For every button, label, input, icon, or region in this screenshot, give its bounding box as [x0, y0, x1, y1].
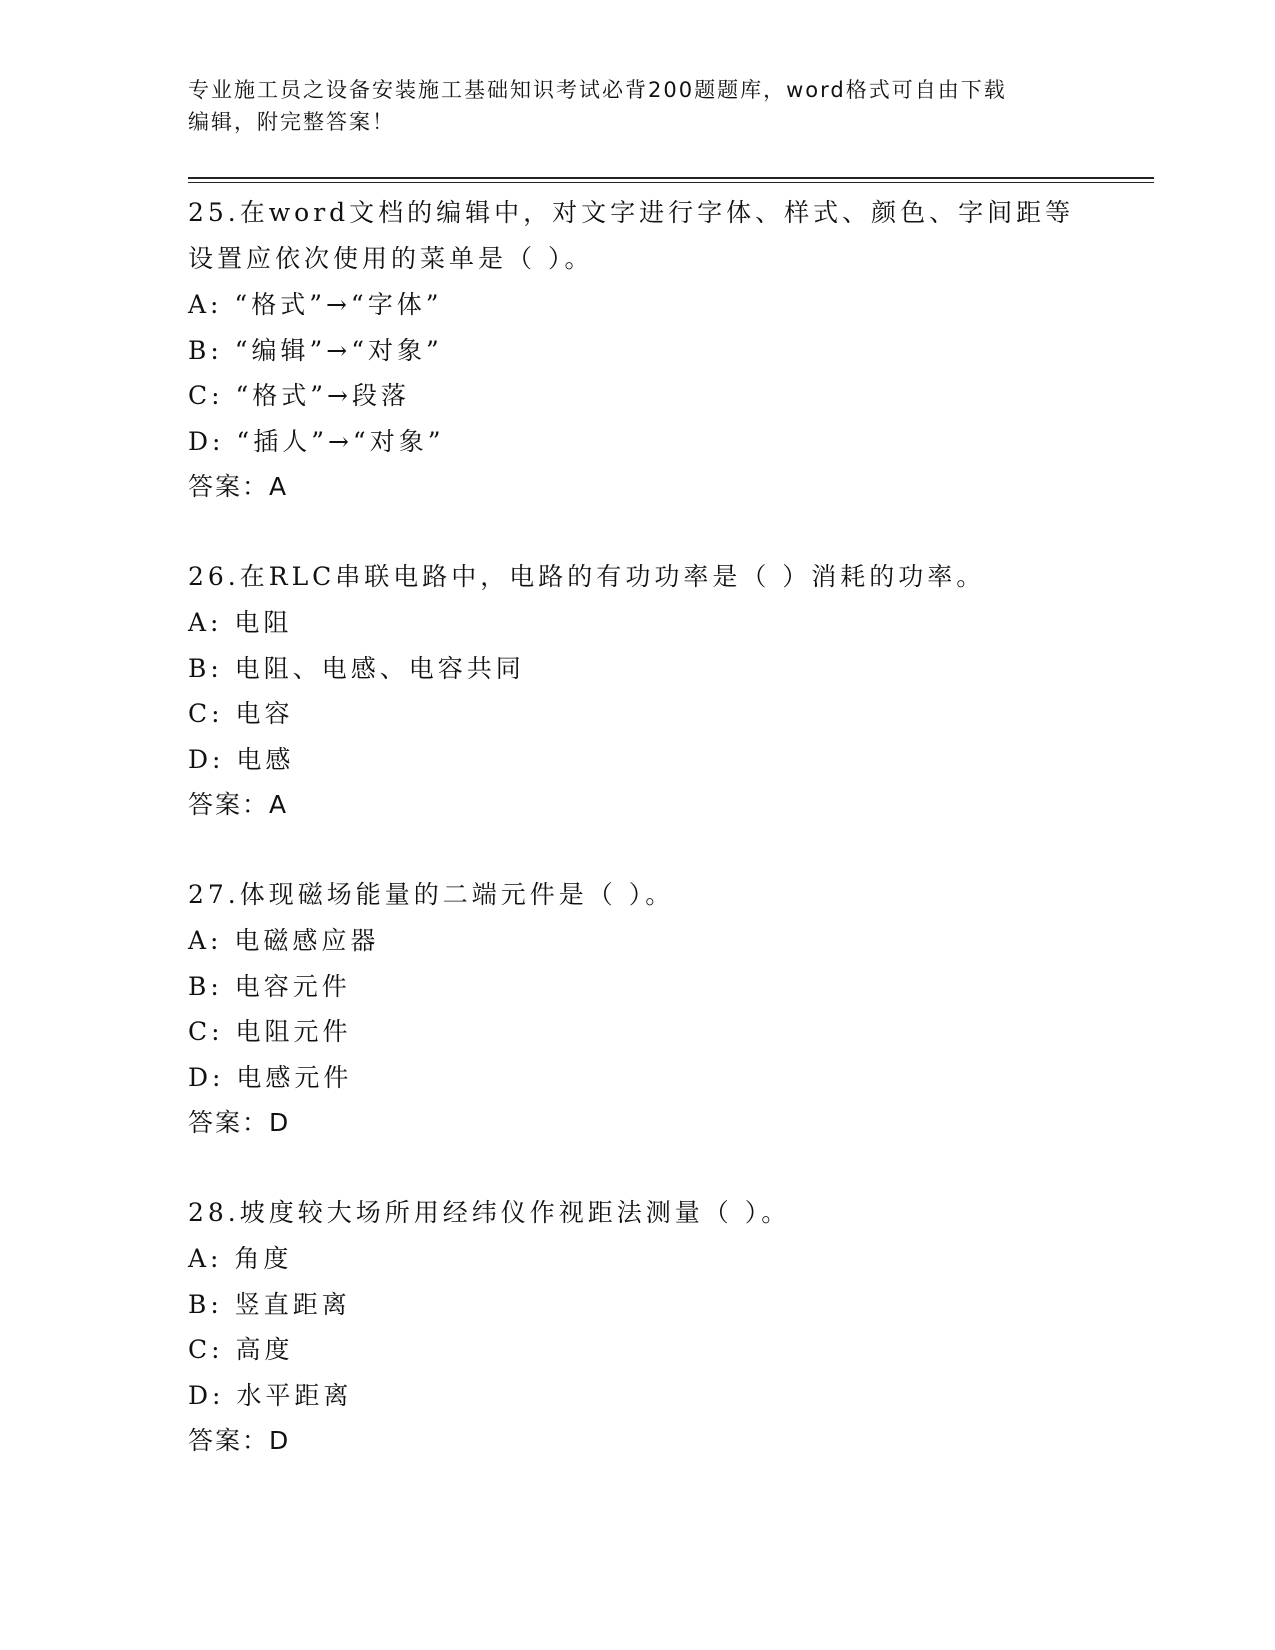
question-28	[188, 1190, 1088, 1464]
question-26	[188, 554, 1088, 828]
option-d: D: 电感	[188, 744, 295, 774]
question-stem-line: 设置应依次使用的菜单是（ ）。	[188, 244, 594, 273]
header-divider-top	[188, 177, 1154, 179]
option-a: A: 电磁感应器	[188, 926, 380, 955]
document-header	[188, 74, 1068, 138]
option-b: B: 竖直距离	[188, 1289, 351, 1319]
question-stem-line: 25.在word文档的编辑中，对文字进行字体、样式、颜色、字间距等	[188, 198, 1075, 227]
question-27	[188, 872, 1088, 1146]
option-a: A: 角度	[188, 1244, 293, 1273]
header-divider-bottom	[188, 182, 1154, 183]
question-list	[188, 190, 1088, 1508]
option-a: A: “格式”→“字体”	[188, 290, 443, 319]
answer-label: 答案：D	[188, 1108, 291, 1137]
option-d: D: “插人”→“对象”	[188, 426, 445, 456]
option-c: C: 电阻元件	[188, 1017, 352, 1046]
question-stem-line: 28.坡度较大场所用经纬仪作视距法测量（ ）。	[188, 1198, 791, 1227]
option-b: B: 电阻、电感、电容共同	[188, 653, 525, 683]
option-b: B: 电容元件	[188, 971, 351, 1001]
answer-label: 答案：A	[188, 472, 289, 501]
header-line-2: 编辑，附完整答案！	[188, 110, 395, 134]
option-c: C: 高度	[188, 1335, 294, 1364]
header-line-1: 专业施工员之设备安装施工基础知识考试必背200题题库，word格式可自由下载	[188, 78, 1007, 102]
option-d: D: 水平距离	[188, 1380, 353, 1410]
question-stem-line: 26.在RLC串联电路中，电路的有功功率是（ ）消耗的功率。	[188, 562, 986, 591]
option-b: B: “编辑”→“对象”	[188, 335, 443, 365]
answer-label: 答案：D	[188, 1426, 291, 1455]
answer-label: 答案：A	[188, 790, 289, 819]
question-25	[188, 190, 1088, 510]
option-c: C: 电容	[188, 699, 294, 728]
option-d: D: 电感元件	[188, 1062, 353, 1092]
question-stem-line: 27.体现磁场能量的二端元件是（ ）。	[188, 880, 675, 909]
option-c: C: “格式”→段落	[188, 381, 411, 410]
option-a: A: 电阻	[188, 608, 293, 637]
